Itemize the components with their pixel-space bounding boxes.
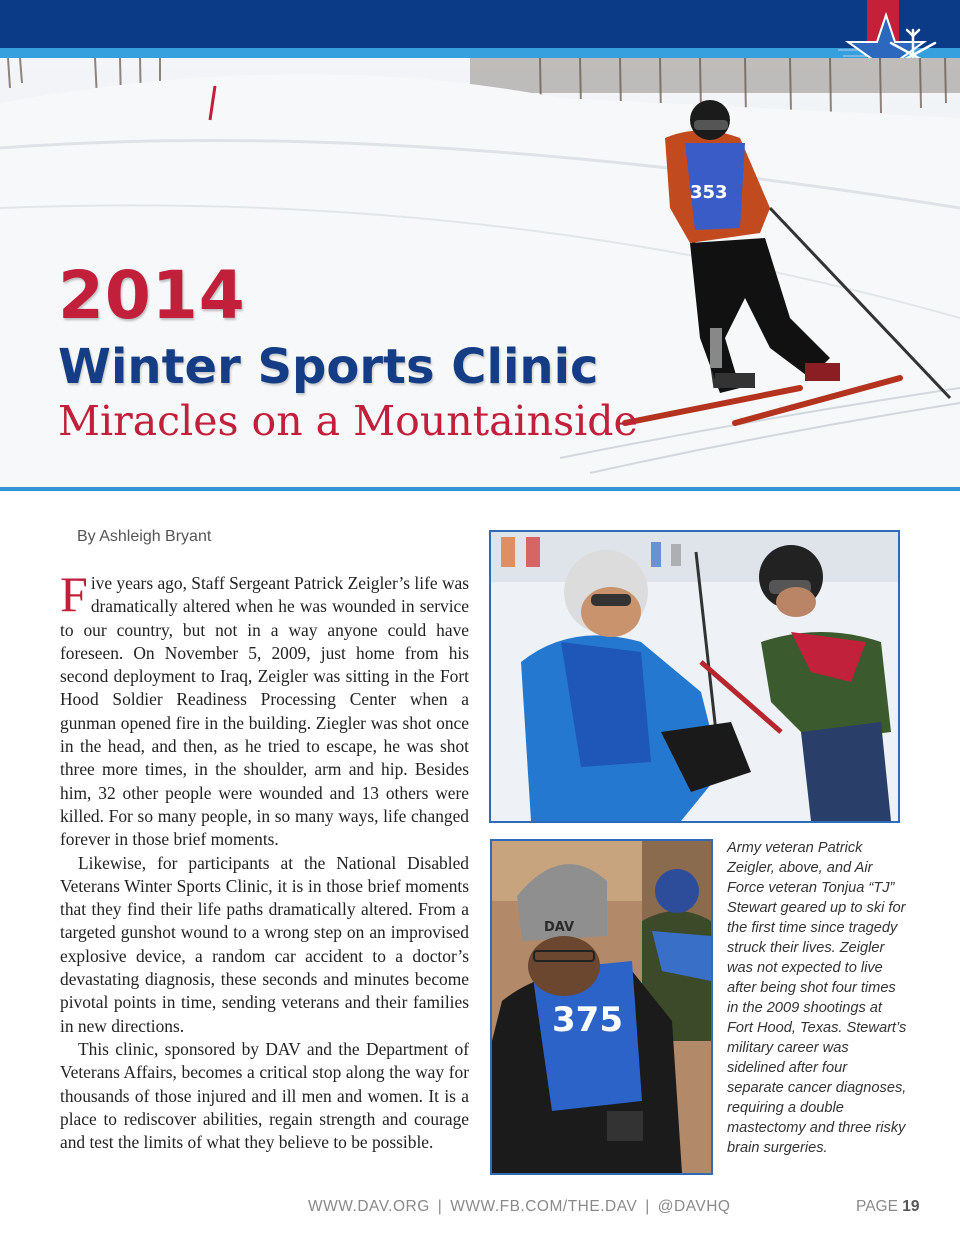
hero-title: Winter Sports Clinic [58, 339, 599, 395]
header-stripe [0, 48, 960, 58]
footer-website-link[interactable]: WWW.DAV.ORG [308, 1198, 430, 1215]
paragraph-1 [60, 566, 469, 852]
paragraph-3: This clinic, sponsored by DAV and the Department of Veterans Affairs, becomes a critical stop along the way for thousands of those injured and ill men and women. It is a place to rediscover abilities, regain strength and courage and test the limits of what they believe to be possible. [60, 1038, 469, 1153]
photo-caption: Army veteran Patrick Zeigler, above, and Air Force veteran Tonjua “TJ” Stewart geared up to ski for the first time since tragedy struck their lives. Zeigler was not expected to live after being shot four times in the 2009 shootings at Fort Hood, Texas. Stewart’s military career was sidelined after four separate cancer diagnoses, requiring a double mastectomy and three risky brain surgeries. [727, 840, 907, 1156]
svg-text:DAV: DAV [544, 920, 575, 935]
photo-zeigler [489, 530, 900, 823]
paragraph-1-text: ive years ago, Staff Sergeant Patrick Zeigler’s life was dramatically altered when he was wounded in service to our country, but not in a way anyone could have foreseen. On November 5, 2009, just home from his second deployment to Iraq, Zeigler was sitting in the Fort Hood Soldier Readiness Processing Center when a gunman opened fire in the building. Ziegler was shot once in the head, and then, as he tried to escape, he was shot three more times, in the shoulder, arm and hip. Besides him, 32 other people were wounded and 13 others were killed. For so many people, in so many ways, life changed forever in those brief moments. [60, 573, 469, 850]
footer-separator: | [645, 1198, 650, 1215]
hero-photo [0, 58, 960, 488]
hero-year: 2014 [58, 257, 246, 334]
article-body [60, 566, 469, 1154]
footer-facebook-link[interactable]: WWW.FB.COM/THE.DAV [450, 1198, 638, 1215]
dropcap: F [60, 566, 88, 622]
footer-twitter-link[interactable]: @DAVHQ [657, 1198, 731, 1215]
footer-links [308, 1198, 730, 1216]
paragraph-2: Likewise, for participants at the National Disabled Veterans Winter Sports Clinic, it is in those brief moments that they find their life paths dramatically altered. From a targeted gunshot wound to a wrong step on an improvised explosive device, a random car accident to a doctor’s devastating diagnosis, these seconds and minutes become pivotal points in time, sending veterans and their families in new directions. [60, 852, 469, 1036]
svg-text:353: 353 [690, 182, 728, 203]
page-number [856, 1198, 919, 1216]
page-number-value: 19 [902, 1198, 920, 1215]
zeigler-photo-illustration [491, 532, 898, 821]
svg-text:375: 375 [552, 1000, 623, 1040]
byline: By Ashleigh Bryant [77, 528, 212, 545]
photo-stewart [490, 839, 713, 1175]
stewart-photo-illustration [492, 841, 711, 1173]
hero-subtitle: Miracles on a Mountainside [58, 397, 638, 445]
page-label: PAGE [856, 1198, 898, 1215]
header-bar [0, 0, 960, 48]
footer-separator: | [437, 1198, 443, 1215]
hero-divider [0, 487, 960, 491]
